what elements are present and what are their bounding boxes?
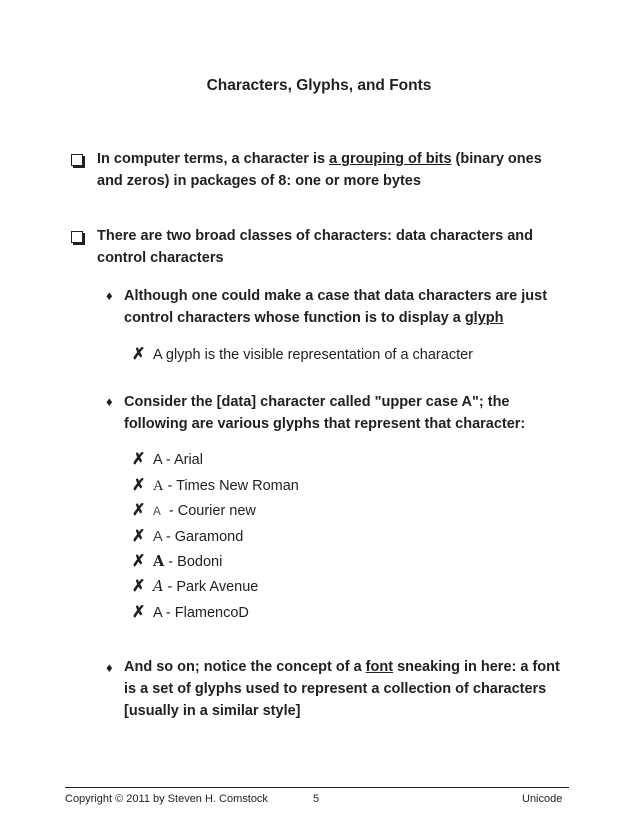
bullet-paragraph-classes: There are two broad classes of characters: data characters and control characters bbox=[97, 228, 533, 266]
x-mark-icon: ✗ bbox=[132, 578, 146, 595]
footer-section: Unicode bbox=[522, 793, 563, 805]
grouping-of-bits-term: a grouping of bits bbox=[329, 151, 452, 167]
glyph-item-times bbox=[153, 476, 299, 496]
footer-page-number: 5 bbox=[313, 793, 320, 805]
sub-text: And so on; notice the concept of a bbox=[124, 659, 366, 675]
checkbox-bullet-icon bbox=[71, 154, 83, 166]
glyph-sample: A bbox=[153, 553, 165, 570]
sub-paragraph-font bbox=[124, 656, 574, 722]
sub-paragraph-upper-a: Consider the [data] character called "upper case A"; the following are various glyphs that represent that character: bbox=[124, 394, 526, 432]
glyph-item-courier bbox=[153, 501, 256, 522]
font-name: - FlamencoD bbox=[161, 605, 249, 621]
sub-paragraph-glyph bbox=[124, 285, 574, 329]
glyph-item-park-avenue bbox=[153, 577, 258, 597]
x-mark-icon: ✗ bbox=[132, 604, 146, 621]
glyph-sample: A bbox=[153, 504, 161, 519]
glyph-definition: A glyph is the visible representation of a character bbox=[153, 347, 473, 363]
font-term: font bbox=[365, 659, 394, 675]
bullet-text: In computer terms, a character is bbox=[97, 151, 330, 167]
x-mark-icon: ✗ bbox=[132, 502, 146, 519]
glyph-item-arial bbox=[153, 450, 203, 470]
font-name: - Garamond bbox=[161, 529, 244, 545]
glyph-sample: A bbox=[153, 605, 162, 621]
checkbox-bullet-icon bbox=[71, 231, 83, 243]
footer-copyright: Copyright © 2011 by Steven H. Comstock bbox=[65, 793, 268, 805]
x-mark-icon: ✗ bbox=[132, 451, 146, 468]
font-name: - Bodoni bbox=[164, 554, 223, 570]
glyph-sample: A bbox=[153, 579, 164, 595]
diamond-bullet-icon: ♦ bbox=[106, 394, 113, 409]
diamond-bullet-icon: ♦ bbox=[106, 288, 113, 303]
font-name: - Times New Roman bbox=[163, 478, 299, 494]
footer-divider bbox=[65, 787, 569, 788]
font-name: - Courier new bbox=[160, 503, 256, 519]
glyph-item-bodoni bbox=[153, 552, 222, 572]
bullet-text: (binary ones and zeros) in packages of 8: one or more bytes bbox=[97, 151, 542, 189]
glyph-sample: A bbox=[153, 478, 164, 494]
font-name: - Park Avenue bbox=[163, 579, 259, 595]
glyph-item-garamond bbox=[153, 527, 243, 547]
page-title: Characters, Glyphs, and Fonts bbox=[206, 77, 432, 94]
font-name: - Arial bbox=[161, 452, 203, 468]
glyph-term: glyph bbox=[464, 310, 504, 326]
diamond-bullet-icon: ♦ bbox=[106, 660, 113, 675]
x-mark-icon: ✗ bbox=[132, 553, 146, 570]
x-mark-icon: ✗ bbox=[132, 528, 146, 545]
sub-text: sneaking in here: a font is a set of glyphs used to represent a collection of characters [usually in a similar style] bbox=[124, 659, 560, 719]
glyph-sample: A bbox=[153, 529, 162, 545]
sub-text: Although one could make a case that data characters are just control characters whose function is to display a bbox=[124, 288, 548, 326]
glyph-item-flamenco bbox=[153, 603, 249, 623]
glyph-sample: A bbox=[153, 452, 162, 468]
x-mark-icon: ✗ bbox=[132, 346, 146, 363]
bullet-paragraph-bits bbox=[97, 148, 567, 192]
x-mark-icon: ✗ bbox=[132, 477, 146, 494]
